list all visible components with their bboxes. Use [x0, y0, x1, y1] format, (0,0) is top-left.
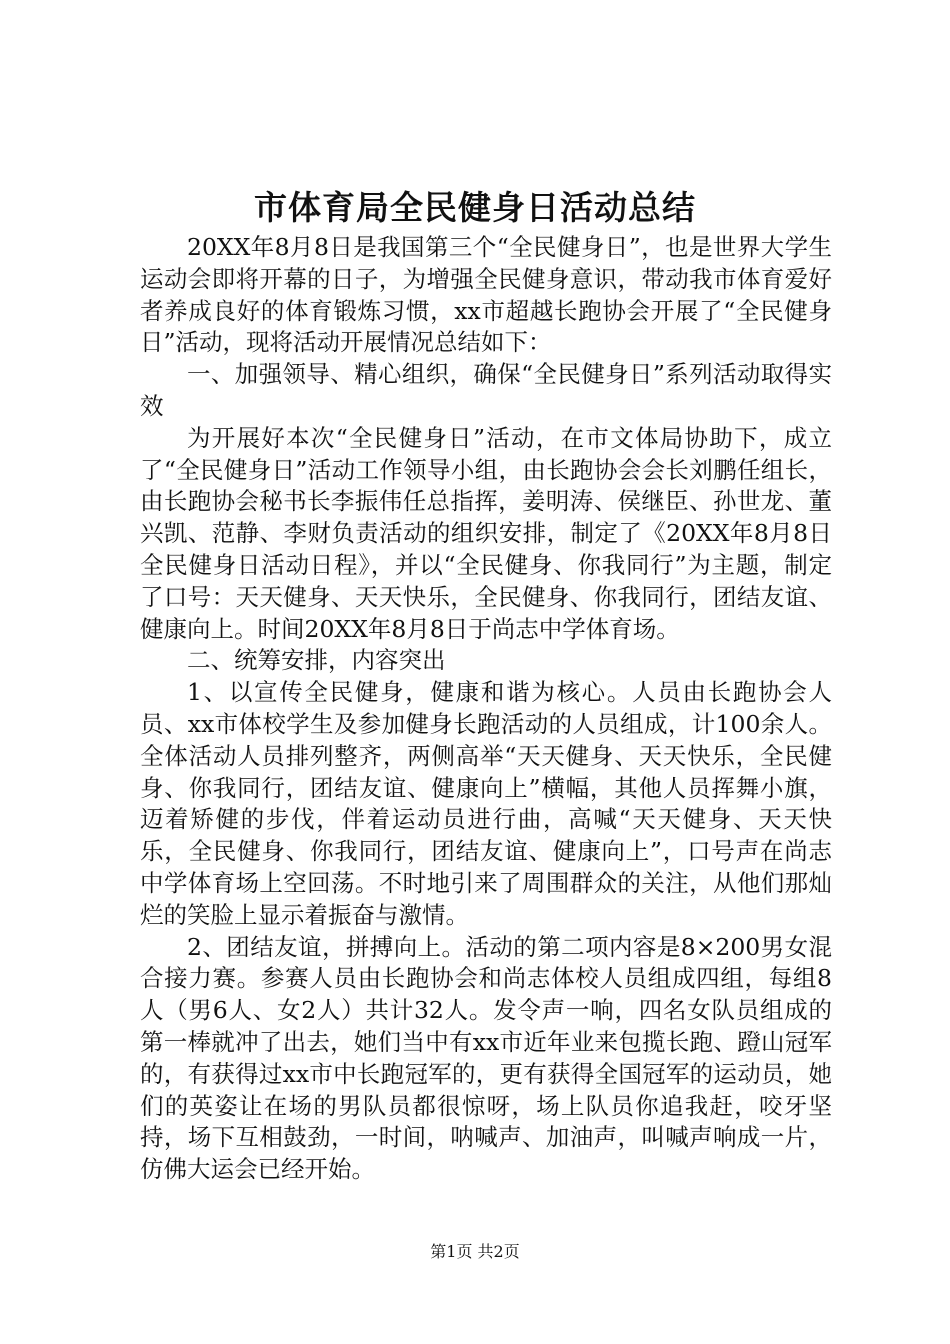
- paragraph-item-1: 1、以宣传全民健身，健康和谐为核心。人员由长跑协会人员、xx市体校学生及参加健身长跑活动的人员组成，计100余人。全体活动人员排列整齐，两侧高举“天天健身、天天快乐，全民健身、你我同行，团结友谊、健康向上”横幅，其他人员挥舞小旗，迈着矫健的步伐，伴着运动员进行曲，高喊“天天健身、天天快乐，全民健身、你我同行，团结友谊、健康向上”，口号声在尚志中学体育场上空回荡。不时地引来了周围群众的关注，从他们那灿烂的笑脸上显示着振奋与激情。: [140, 678, 832, 929]
- page-footer: 第1页 共2页: [430, 1242, 520, 1261]
- document-title: 市体育局全民健身日活动总结: [254, 188, 696, 227]
- heading-section-1: 一、加强领导、精心组织，确保“全民健身日”系列活动取得实效: [140, 360, 832, 420]
- paragraph-intro: 20XX年8月8日是我国第三个“全民健身日”，也是世界大学生运动会即将开幕的日子，为增强全民健身意识，带动我市体育爱好者养成良好的体育锻炼习惯，xx市超越长跑协会开展了“全民健身日”活动，现将活动开展情况总结如下：: [140, 233, 832, 357]
- paragraph-item-2: 2、团结友谊，拼搏向上。活动的第二项内容是8×200男女混合接力赛。参赛人员由长跑协会和尚志体校人员组成四组，每组8人（男6人、女2人）共计32人。发令声一响，四名女队员组成的第一棒就冲了出去，她们当中有xx市近年业来包揽长跑、蹬山冠军的，有获得过xx市中长跑冠军的，更有获得全国冠军的运动员，她们的英姿让在场的男队员都很惊呀，场上队员你追我赶，咬牙坚持，场下互相鼓劲，一时间，呐喊声、加油声，叫喊声响成一片，仿佛大运会已经开始。: [140, 932, 832, 1184]
- paragraph-section-1: 为开展好本次“全民健身日”活动，在市文体局协助下，成立了“全民健身日”活动工作领导小组，由长跑协会会长刘鹏任组长，由长跑协会秘书长李振伟任总指挥，姜明涛、侯继臣、孙世龙、董兴凯、范静、李财负责活动的组织安排，制定了《20XX年8月8日全民健身日活动日程》，并以“全民健身、你我同行”为主题，制定了口号：天天健身、天天快乐，全民健身、你我同行，团结友谊、健康向上。时间20XX年8月8日于尚志中学体育场。: [140, 423, 832, 643]
- document-body: [140, 232, 832, 1186]
- heading-section-2: 二、统筹安排，内容突出: [187, 646, 446, 675]
